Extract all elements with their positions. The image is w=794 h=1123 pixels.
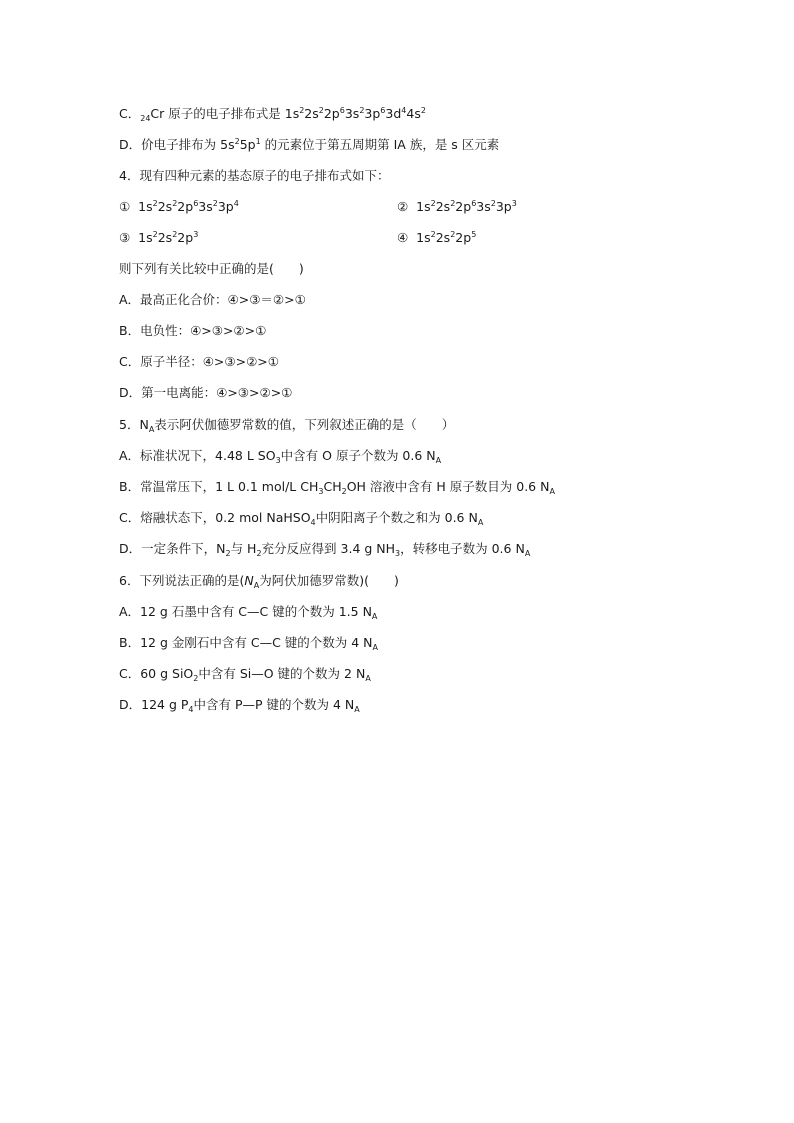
q3-option-d: D．价电子排布为 $5s^25p^1$ 的元素位于第五周期第 ⅠA 族，是 s 区元素: [119, 137, 500, 152]
q4-config-1: ① $1s^22s^22p^63s^23p^4$: [119, 199, 239, 214]
q4-config-2: ② $1s^22s^22p^63s^23p^3$: [397, 199, 517, 214]
q6-option-b: B．12 g 金刚石中含有 C—C 键的个数为 4 $N_A$: [119, 635, 379, 652]
q5-option-b: B．常温常压下，1 L 0.1 mol/L $CH_3CH_2OH$ 溶液中含有 H 原子数目为 0.6 $N_A$: [119, 479, 555, 496]
q4-option-d: D．第一电离能：④>③>②>①: [119, 385, 293, 400]
q4-question: 则下列有关比较中正确的是( ): [119, 261, 304, 276]
q5-option-c: C．熔融状态下，0.2 mol NaHSO$_4$中阴阳离子个数之和为 0.6 $N_A$: [119, 510, 484, 527]
q4-stem: 4．现有四种元素的基态原子的电子排布式如下：: [119, 168, 390, 183]
q6-option-c: C．60 g SiO$_2$中含有 Si—O 键的个数为 2 $N_A$: [119, 666, 371, 683]
q5-option-d: D．一定条件下，$N_2$与 $H_2$充分反应得到 3.4 g $NH_3$，转移电子数为 0.6 $N_A$: [119, 541, 531, 558]
q3-option-c: C．$_{24}$Cr 原子的电子排布式是 $1s^22s^22p^63s^23p^63d^44s^2$: [119, 106, 426, 123]
q6-stem: 6．下列说法正确的是($N_A$为阿伏加德罗常数)( ): [119, 573, 399, 590]
q5-stem: 5．$N_A$表示阿伏伽德罗常数的值，下列叙述正确的是（ ）: [119, 417, 455, 434]
q4-option-a: A．最高正化合价：④>③＝②>①: [119, 292, 306, 307]
q4-option-b: B．电负性：④>③>②>①: [119, 323, 267, 338]
q4-option-c: C．原子半径：④>③>②>①: [119, 354, 279, 369]
q6-option-a: A．12 g 石墨中含有 C—C 键的个数为 1.5 $N_A$: [119, 604, 378, 621]
q6-option-d: D．124 g $P_4$中含有 P—P 键的个数为 4 $N_A$: [119, 697, 360, 714]
q4-config-3: ③ $1s^22s^22p^3$: [119, 230, 199, 245]
q5-option-a: A．标准状况下，4.48 L $SO_3$中含有 O 原子个数为 0.6 $N_A$: [119, 448, 442, 465]
q4-config-4: ④ $1s^22s^22p^5$: [397, 230, 477, 245]
